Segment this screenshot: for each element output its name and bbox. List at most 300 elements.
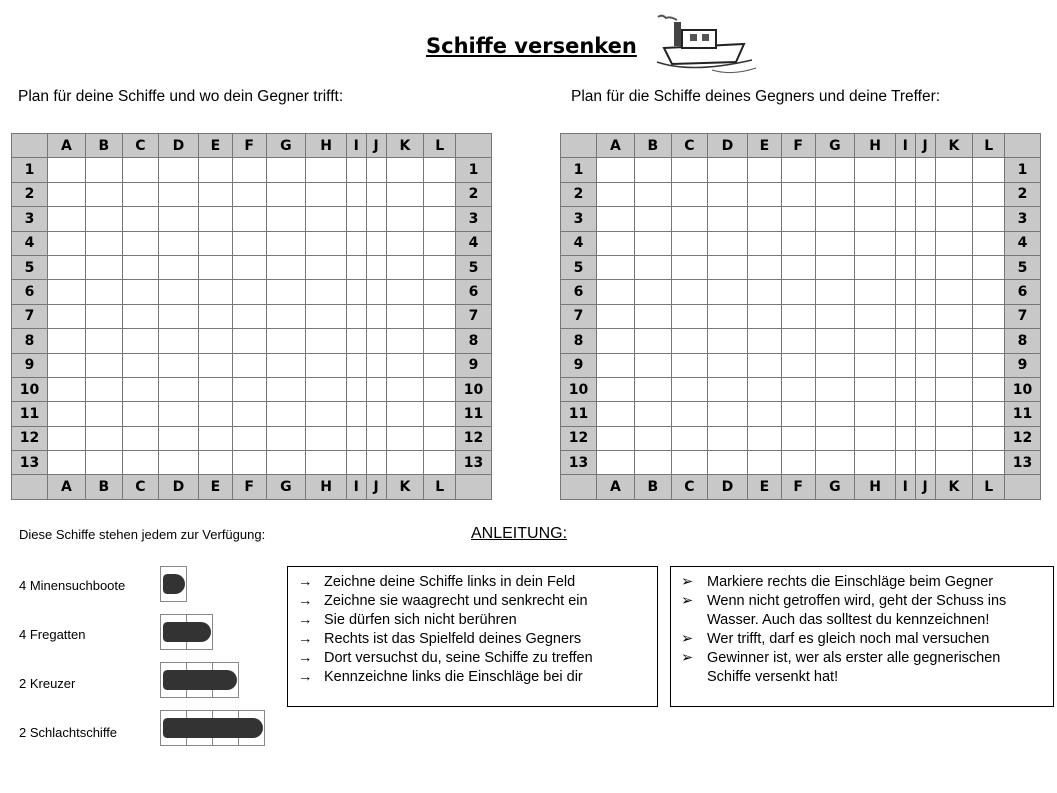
- grid-cell[interactable]: [597, 329, 635, 353]
- grid-cell[interactable]: [707, 207, 747, 231]
- grid-cell[interactable]: [199, 255, 233, 279]
- grid-cell[interactable]: [973, 207, 1005, 231]
- grid-cell[interactable]: [671, 158, 707, 182]
- grid-cell[interactable]: [597, 231, 635, 255]
- grid-cell[interactable]: [935, 182, 973, 206]
- grid-cell[interactable]: [85, 377, 122, 401]
- grid-cell[interactable]: [748, 451, 782, 475]
- grid-cell[interactable]: [597, 451, 635, 475]
- grid-cell[interactable]: [895, 280, 915, 304]
- grid-cell[interactable]: [122, 207, 158, 231]
- grid-cell[interactable]: [366, 402, 386, 426]
- grid-cell[interactable]: [85, 158, 122, 182]
- grid-cell[interactable]: [634, 231, 671, 255]
- grid-cell[interactable]: [895, 182, 915, 206]
- grid-cell[interactable]: [597, 207, 635, 231]
- grid-cell[interactable]: [85, 304, 122, 328]
- grid-cell[interactable]: [306, 304, 347, 328]
- grid-cell[interactable]: [85, 231, 122, 255]
- grid-cell[interactable]: [266, 377, 306, 401]
- grid-cell[interactable]: [366, 280, 386, 304]
- grid-cell[interactable]: [815, 182, 855, 206]
- grid-cell[interactable]: [122, 231, 158, 255]
- grid-cell[interactable]: [232, 182, 266, 206]
- grid-cell[interactable]: [915, 426, 935, 450]
- grid-cell[interactable]: [634, 280, 671, 304]
- grid-cell[interactable]: [634, 207, 671, 231]
- grid-cell[interactable]: [597, 402, 635, 426]
- grid-cell[interactable]: [748, 207, 782, 231]
- grid-cell[interactable]: [781, 280, 815, 304]
- grid-cell[interactable]: [634, 426, 671, 450]
- grid-cell[interactable]: [973, 255, 1005, 279]
- grid-cell[interactable]: [781, 377, 815, 401]
- grid-cell[interactable]: [781, 426, 815, 450]
- grid-cell[interactable]: [366, 158, 386, 182]
- grid-cell[interactable]: [973, 377, 1005, 401]
- grid-cell[interactable]: [855, 451, 896, 475]
- grid-cell[interactable]: [232, 255, 266, 279]
- grid-cell[interactable]: [346, 255, 366, 279]
- grid-cell[interactable]: [424, 255, 456, 279]
- grid-cell[interactable]: [855, 426, 896, 450]
- grid-cell[interactable]: [855, 402, 896, 426]
- grid-cell[interactable]: [707, 353, 747, 377]
- grid-cell[interactable]: [935, 377, 973, 401]
- grid-cell[interactable]: [707, 182, 747, 206]
- grid-cell[interactable]: [306, 182, 347, 206]
- grid-cell[interactable]: [346, 182, 366, 206]
- grid-cell[interactable]: [158, 402, 198, 426]
- grid-cell[interactable]: [122, 451, 158, 475]
- grid-cell[interactable]: [386, 402, 424, 426]
- grid-cell[interactable]: [855, 304, 896, 328]
- grid-cell[interactable]: [199, 426, 233, 450]
- grid-cell[interactable]: [895, 377, 915, 401]
- grid-cell[interactable]: [48, 158, 86, 182]
- grid-cell[interactable]: [386, 353, 424, 377]
- grid-cell[interactable]: [973, 158, 1005, 182]
- grid-cell[interactable]: [671, 377, 707, 401]
- grid-cell[interactable]: [597, 182, 635, 206]
- grid-cell[interactable]: [915, 329, 935, 353]
- grid-cell[interactable]: [158, 329, 198, 353]
- grid-cell[interactable]: [634, 402, 671, 426]
- grid-cell[interactable]: [232, 377, 266, 401]
- grid-cell[interactable]: [973, 182, 1005, 206]
- grid-cell[interactable]: [671, 280, 707, 304]
- grid-cell[interactable]: [707, 329, 747, 353]
- grid-cell[interactable]: [122, 402, 158, 426]
- grid-cell[interactable]: [915, 255, 935, 279]
- grid-cell[interactable]: [266, 304, 306, 328]
- grid-cell[interactable]: [232, 329, 266, 353]
- grid-cell[interactable]: [199, 353, 233, 377]
- grid-cell[interactable]: [346, 304, 366, 328]
- grid-cell[interactable]: [85, 182, 122, 206]
- grid-cell[interactable]: [346, 231, 366, 255]
- grid-cell[interactable]: [158, 158, 198, 182]
- grid-cell[interactable]: [671, 231, 707, 255]
- grid-cell[interactable]: [199, 158, 233, 182]
- grid-cell[interactable]: [424, 402, 456, 426]
- grid-cell[interactable]: [386, 426, 424, 450]
- grid-cell[interactable]: [199, 402, 233, 426]
- grid-cell[interactable]: [915, 304, 935, 328]
- grid-cell[interactable]: [671, 353, 707, 377]
- grid-cell[interactable]: [707, 231, 747, 255]
- grid-cell[interactable]: [158, 426, 198, 450]
- grid-cell[interactable]: [158, 255, 198, 279]
- grid-cell[interactable]: [346, 353, 366, 377]
- grid-cell[interactable]: [306, 158, 347, 182]
- grid-cell[interactable]: [306, 255, 347, 279]
- grid-cell[interactable]: [48, 353, 86, 377]
- grid-cell[interactable]: [158, 451, 198, 475]
- grid-cell[interactable]: [85, 255, 122, 279]
- grid-cell[interactable]: [748, 353, 782, 377]
- grid-cell[interactable]: [48, 377, 86, 401]
- grid-cell[interactable]: [346, 402, 366, 426]
- grid-cell[interactable]: [386, 255, 424, 279]
- grid-cell[interactable]: [306, 207, 347, 231]
- grid-cell[interactable]: [266, 329, 306, 353]
- grid-cell[interactable]: [232, 158, 266, 182]
- grid-cell[interactable]: [158, 304, 198, 328]
- grid-cell[interactable]: [781, 329, 815, 353]
- grid-cell[interactable]: [386, 280, 424, 304]
- grid-cell[interactable]: [48, 402, 86, 426]
- grid-cell[interactable]: [306, 377, 347, 401]
- grid-cell[interactable]: [266, 353, 306, 377]
- grid-cell[interactable]: [973, 304, 1005, 328]
- grid-cell[interactable]: [122, 377, 158, 401]
- grid-cell[interactable]: [935, 426, 973, 450]
- grid-cell[interactable]: [386, 182, 424, 206]
- grid-cell[interactable]: [707, 158, 747, 182]
- grid-cell[interactable]: [973, 280, 1005, 304]
- grid-cell[interactable]: [266, 426, 306, 450]
- grid-cell[interactable]: [973, 451, 1005, 475]
- grid-cell[interactable]: [266, 280, 306, 304]
- grid-cell[interactable]: [895, 402, 915, 426]
- grid-cell[interactable]: [781, 402, 815, 426]
- grid-cell[interactable]: [855, 280, 896, 304]
- grid-cell[interactable]: [85, 402, 122, 426]
- grid-cell[interactable]: [748, 158, 782, 182]
- grid-cell[interactable]: [366, 255, 386, 279]
- grid-cell[interactable]: [424, 451, 456, 475]
- grid-cell[interactable]: [915, 377, 935, 401]
- grid-cell[interactable]: [855, 329, 896, 353]
- grid-cell[interactable]: [48, 207, 86, 231]
- grid-cell[interactable]: [935, 158, 973, 182]
- grid-cell[interactable]: [634, 304, 671, 328]
- grid-cell[interactable]: [973, 353, 1005, 377]
- grid-cell[interactable]: [85, 207, 122, 231]
- grid-cell[interactable]: [815, 304, 855, 328]
- grid-cell[interactable]: [346, 329, 366, 353]
- grid-cell[interactable]: [895, 353, 915, 377]
- grid-cell[interactable]: [366, 304, 386, 328]
- grid-cell[interactable]: [122, 182, 158, 206]
- grid-cell[interactable]: [748, 231, 782, 255]
- grid-cell[interactable]: [266, 207, 306, 231]
- grid-cell[interactable]: [122, 158, 158, 182]
- grid-cell[interactable]: [671, 451, 707, 475]
- grid-cell[interactable]: [597, 304, 635, 328]
- grid-cell[interactable]: [895, 304, 915, 328]
- grid-cell[interactable]: [915, 207, 935, 231]
- grid-cell[interactable]: [424, 426, 456, 450]
- grid-cell[interactable]: [597, 280, 635, 304]
- grid-cell[interactable]: [199, 280, 233, 304]
- grid-cell[interactable]: [935, 451, 973, 475]
- grid-cell[interactable]: [707, 402, 747, 426]
- grid-cell[interactable]: [366, 377, 386, 401]
- grid-cell[interactable]: [424, 207, 456, 231]
- grid-cell[interactable]: [748, 377, 782, 401]
- grid-cell[interactable]: [634, 377, 671, 401]
- grid-cell[interactable]: [781, 353, 815, 377]
- grid-cell[interactable]: [855, 353, 896, 377]
- grid-cell[interactable]: [232, 451, 266, 475]
- grid-cell[interactable]: [85, 353, 122, 377]
- grid-cell[interactable]: [671, 329, 707, 353]
- grid-cell[interactable]: [855, 377, 896, 401]
- grid-cell[interactable]: [424, 377, 456, 401]
- grid-cell[interactable]: [366, 231, 386, 255]
- grid-cell[interactable]: [424, 280, 456, 304]
- grid-cell[interactable]: [85, 329, 122, 353]
- grid-cell[interactable]: [634, 182, 671, 206]
- grid-cell[interactable]: [748, 255, 782, 279]
- grid-cell[interactable]: [306, 329, 347, 353]
- grid-cell[interactable]: [85, 280, 122, 304]
- grid-cell[interactable]: [232, 207, 266, 231]
- grid-cell[interactable]: [424, 329, 456, 353]
- grid-cell[interactable]: [48, 329, 86, 353]
- grid-cell[interactable]: [306, 426, 347, 450]
- grid-cell[interactable]: [306, 231, 347, 255]
- grid-cell[interactable]: [915, 231, 935, 255]
- grid-cell[interactable]: [781, 255, 815, 279]
- grid-cell[interactable]: [199, 304, 233, 328]
- grid-cell[interactable]: [748, 402, 782, 426]
- grid-cell[interactable]: [895, 255, 915, 279]
- grid-cell[interactable]: [158, 377, 198, 401]
- grid-cell[interactable]: [424, 158, 456, 182]
- grid-cell[interactable]: [48, 231, 86, 255]
- grid-cell[interactable]: [748, 182, 782, 206]
- grid-cell[interactable]: [158, 353, 198, 377]
- grid-cell[interactable]: [346, 280, 366, 304]
- grid-cell[interactable]: [895, 158, 915, 182]
- grid-cell[interactable]: [424, 182, 456, 206]
- grid-cell[interactable]: [424, 231, 456, 255]
- grid-cell[interactable]: [707, 451, 747, 475]
- grid-cell[interactable]: [386, 377, 424, 401]
- grid-cell[interactable]: [781, 451, 815, 475]
- grid-cell[interactable]: [915, 353, 935, 377]
- grid-cell[interactable]: [122, 280, 158, 304]
- grid-cell[interactable]: [232, 426, 266, 450]
- grid-cell[interactable]: [266, 158, 306, 182]
- grid-cell[interactable]: [266, 451, 306, 475]
- grid-cell[interactable]: [935, 231, 973, 255]
- grid-cell[interactable]: [634, 255, 671, 279]
- grid-cell[interactable]: [158, 182, 198, 206]
- grid-cell[interactable]: [671, 207, 707, 231]
- grid-cell[interactable]: [266, 255, 306, 279]
- grid-cell[interactable]: [306, 402, 347, 426]
- grid-cell[interactable]: [199, 231, 233, 255]
- grid-cell[interactable]: [424, 304, 456, 328]
- grid-cell[interactable]: [935, 353, 973, 377]
- grid-cell[interactable]: [748, 280, 782, 304]
- grid-cell[interactable]: [366, 426, 386, 450]
- grid-cell[interactable]: [346, 158, 366, 182]
- grid-cell[interactable]: [815, 377, 855, 401]
- grid-cell[interactable]: [855, 255, 896, 279]
- grid-cell[interactable]: [266, 182, 306, 206]
- grid-cell[interactable]: [781, 207, 815, 231]
- grid-cell[interactable]: [386, 231, 424, 255]
- grid-cell[interactable]: [935, 304, 973, 328]
- grid-cell[interactable]: [346, 451, 366, 475]
- grid-cell[interactable]: [935, 402, 973, 426]
- grid-cell[interactable]: [748, 304, 782, 328]
- grid-cell[interactable]: [855, 182, 896, 206]
- grid-cell[interactable]: [634, 353, 671, 377]
- grid-cell[interactable]: [855, 207, 896, 231]
- grid-cell[interactable]: [707, 377, 747, 401]
- grid-cell[interactable]: [671, 426, 707, 450]
- grid-cell[interactable]: [671, 182, 707, 206]
- grid-cell[interactable]: [781, 231, 815, 255]
- grid-cell[interactable]: [671, 304, 707, 328]
- grid-cell[interactable]: [199, 182, 233, 206]
- grid-cell[interactable]: [346, 426, 366, 450]
- grid-cell[interactable]: [915, 182, 935, 206]
- grid-cell[interactable]: [386, 329, 424, 353]
- grid-cell[interactable]: [122, 329, 158, 353]
- grid-cell[interactable]: [346, 377, 366, 401]
- grid-cell[interactable]: [366, 207, 386, 231]
- grid-cell[interactable]: [707, 255, 747, 279]
- grid-cell[interactable]: [935, 280, 973, 304]
- grid-cell[interactable]: [855, 231, 896, 255]
- grid-cell[interactable]: [671, 255, 707, 279]
- grid-cell[interactable]: [597, 377, 635, 401]
- grid-cell[interactable]: [634, 329, 671, 353]
- grid-cell[interactable]: [122, 426, 158, 450]
- grid-cell[interactable]: [158, 207, 198, 231]
- grid-cell[interactable]: [266, 231, 306, 255]
- grid-cell[interactable]: [48, 280, 86, 304]
- grid-cell[interactable]: [748, 329, 782, 353]
- grid-cell[interactable]: [815, 426, 855, 450]
- grid-cell[interactable]: [815, 158, 855, 182]
- grid-cell[interactable]: [895, 329, 915, 353]
- grid-cell[interactable]: [597, 426, 635, 450]
- grid-cell[interactable]: [232, 353, 266, 377]
- grid-cell[interactable]: [366, 182, 386, 206]
- grid-cell[interactable]: [895, 426, 915, 450]
- grid-cell[interactable]: [122, 304, 158, 328]
- grid-cell[interactable]: [48, 426, 86, 450]
- grid-cell[interactable]: [122, 255, 158, 279]
- grid-cell[interactable]: [48, 451, 86, 475]
- grid-cell[interactable]: [815, 255, 855, 279]
- grid-cell[interactable]: [366, 353, 386, 377]
- grid-cell[interactable]: [895, 231, 915, 255]
- grid-cell[interactable]: [199, 207, 233, 231]
- grid-cell[interactable]: [915, 402, 935, 426]
- grid-cell[interactable]: [85, 451, 122, 475]
- grid-cell[interactable]: [386, 304, 424, 328]
- grid-cell[interactable]: [158, 280, 198, 304]
- grid-cell[interactable]: [232, 231, 266, 255]
- grid-cell[interactable]: [915, 158, 935, 182]
- grid-cell[interactable]: [815, 280, 855, 304]
- grid-cell[interactable]: [634, 451, 671, 475]
- grid-cell[interactable]: [935, 329, 973, 353]
- grid-cell[interactable]: [306, 353, 347, 377]
- grid-cell[interactable]: [232, 304, 266, 328]
- grid-cell[interactable]: [915, 451, 935, 475]
- grid-cell[interactable]: [815, 231, 855, 255]
- grid-cell[interactable]: [597, 158, 635, 182]
- grid-cell[interactable]: [232, 280, 266, 304]
- grid-cell[interactable]: [199, 377, 233, 401]
- grid-cell[interactable]: [634, 158, 671, 182]
- grid-cell[interactable]: [707, 280, 747, 304]
- grid-cell[interactable]: [748, 426, 782, 450]
- grid-cell[interactable]: [306, 451, 347, 475]
- grid-cell[interactable]: [671, 402, 707, 426]
- grid-cell[interactable]: [266, 402, 306, 426]
- grid-cell[interactable]: [915, 280, 935, 304]
- grid-cell[interactable]: [48, 255, 86, 279]
- grid-cell[interactable]: [973, 426, 1005, 450]
- grid-cell[interactable]: [815, 451, 855, 475]
- grid-cell[interactable]: [973, 231, 1005, 255]
- grid-cell[interactable]: [48, 304, 86, 328]
- grid-cell[interactable]: [597, 255, 635, 279]
- grid-cell[interactable]: [781, 158, 815, 182]
- grid-cell[interactable]: [424, 353, 456, 377]
- grid-cell[interactable]: [386, 158, 424, 182]
- grid-cell[interactable]: [386, 451, 424, 475]
- grid-cell[interactable]: [48, 182, 86, 206]
- grid-cell[interactable]: [158, 231, 198, 255]
- grid-cell[interactable]: [855, 158, 896, 182]
- grid-cell[interactable]: [815, 207, 855, 231]
- grid-cell[interactable]: [973, 402, 1005, 426]
- grid-cell[interactable]: [707, 426, 747, 450]
- grid-cell[interactable]: [781, 182, 815, 206]
- grid-cell[interactable]: [973, 329, 1005, 353]
- grid-cell[interactable]: [199, 451, 233, 475]
- grid-cell[interactable]: [707, 304, 747, 328]
- grid-cell[interactable]: [366, 329, 386, 353]
- grid-cell[interactable]: [781, 304, 815, 328]
- grid-cell[interactable]: [895, 451, 915, 475]
- grid-cell[interactable]: [815, 402, 855, 426]
- grid-cell[interactable]: [85, 426, 122, 450]
- grid-cell[interactable]: [895, 207, 915, 231]
